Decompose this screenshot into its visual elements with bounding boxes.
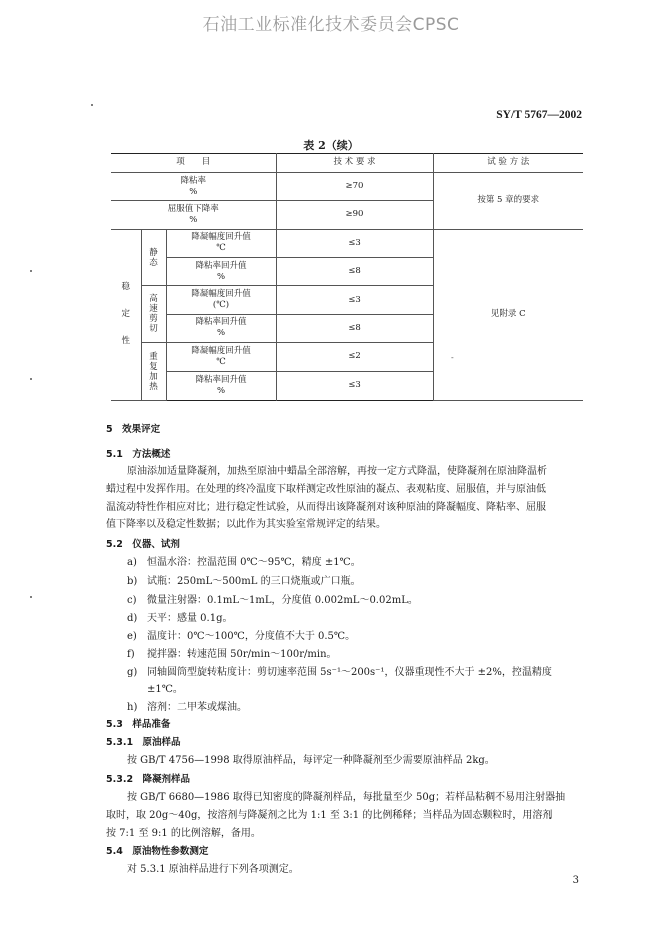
section-heading-5-1: 5.1 方法概述 — [106, 449, 171, 460]
paragraph-line: 温流动特性作相应对比；进行稳定性试验，从而得出该降凝剂对该种原油的降凝幅度、降粘率、屈服 — [106, 502, 546, 513]
list-item: g) 同轴圆筒型旋转粘度计：剪切速率范围 5s⁻¹～200s⁻¹，仪器重现性不大于 ±2%，控温精度 — [127, 667, 552, 678]
static-group-label: 静 态 — [141, 229, 166, 286]
paragraph-line: 原油添加适量降凝剂，加热至原油中蜡晶全部溶解，再按一定方式降温，使降凝剂在原油降温析 — [127, 466, 547, 477]
spec-table — [111, 153, 583, 401]
table-row — [111, 229, 583, 257]
row-label: 降粘率回升值 % — [166, 258, 276, 286]
scan-speck — [30, 596, 32, 598]
col-header-method: 试 验 方 法 — [433, 154, 583, 173]
list-item: e) 温度计：0℃～100℃，分度值不大于 0.5℃。 — [127, 631, 356, 642]
row-value: ≤3 — [276, 286, 433, 314]
test-method-cell: 见附录 C — [433, 229, 583, 400]
col-header-requirement: 技 术 要 求 — [276, 154, 433, 173]
shear-group-label: 高 速 剪 切 — [141, 286, 166, 343]
row-value: ≤3 — [276, 371, 433, 400]
table-row — [111, 172, 583, 200]
row-value: ≥70 — [276, 172, 433, 200]
paragraph-line: 按 GB/T 4756—1998 取得原油样品，每评定一种降凝剂至少需要原油样品 2kg。 — [127, 755, 495, 766]
row-label: 降凝幅度回升值 ℃ — [166, 343, 276, 371]
col-header-item: 项 目 — [111, 154, 276, 173]
paragraph-line: 按 GB/T 6680—1986 取得已知密度的降凝剂样品，每批量至少 50g；若样品粘稠不易用注射器抽 — [127, 792, 566, 803]
page-number: 3 — [572, 875, 579, 886]
scan-speck — [30, 378, 32, 380]
list-item: c) 微量注射器：0.1mL～1mL，分度值 0.002mL～0.02mL。 — [127, 595, 418, 606]
row-value: ≥90 — [276, 201, 433, 229]
row-value: ≤3 — [276, 229, 433, 257]
list-item: a) 恒温水浴：控温范围 0℃～95℃，精度 ±1℃。 — [127, 557, 361, 568]
section-heading-5-3-2: 5.3.2 降凝剂样品 — [106, 774, 191, 785]
list-item: b) 试瓶：250mL～500mL 的三口烧瓶或广口瓶。 — [127, 576, 361, 587]
row-label: 屈服值下降率 % — [111, 201, 276, 229]
table-title: 表 2（续） — [303, 139, 359, 152]
row-label: 降粘率 % — [111, 172, 276, 200]
section-heading-5-3-1: 5.3.1 原油样品 — [106, 737, 181, 748]
row-label: 降凝幅度回升值 ℃ — [166, 229, 276, 257]
section-heading-5-4: 5.4 原油物性参数测定 — [106, 846, 209, 857]
row-label: 降粘率回升值 % — [166, 314, 276, 342]
test-method-cell: 按第 5 章的要求 — [433, 172, 583, 229]
scan-speck — [30, 270, 32, 272]
list-item-continuation: ±1℃。 — [147, 684, 183, 695]
list-item: h) 溶剂：二甲苯或煤油。 — [127, 702, 247, 713]
paragraph-line: 对 5.3.1 原油样品进行下列各项测定。 — [127, 864, 299, 875]
paragraph-line: 取时，取 20g～40g，按溶剂与降凝剂之比为 1:1 至 3:1 的比例稀释；当样品为固态颗粒时，用溶剂 — [106, 810, 553, 821]
section-heading-5-3: 5.3 样品准备 — [106, 719, 171, 730]
stray-mark: - — [451, 353, 454, 362]
row-value: ≤8 — [276, 314, 433, 342]
list-item: d) 天平：感量 0.1g。 — [127, 613, 233, 624]
section-heading-5-2: 5.2 仪器、试剂 — [106, 539, 180, 550]
paragraph-line: 值下降率以及稳定性数据；以此作为其实验室常规评定的结果。 — [106, 519, 386, 530]
section-heading-5: 5 效果评定 — [106, 424, 161, 435]
watermark-header: 石油工业标准化技术委员会CPSC — [202, 15, 460, 35]
stability-group-label: 稳 定 性 — [111, 229, 141, 400]
row-label: 降粘率回升值 % — [166, 371, 276, 400]
row-value: ≤2 — [276, 343, 433, 371]
row-label: 降凝幅度回升值 (℃) — [166, 286, 276, 314]
repeat-heat-group-label: 重 复 加 热 — [141, 343, 166, 401]
table-header-row — [111, 154, 583, 173]
scan-speck — [91, 104, 93, 106]
standard-number: SY/T 5767—2002 — [496, 109, 582, 121]
paragraph-line: 蜡过程中发挥作用。在处理的终冷温度下取样测定改性原油的凝点、表观粘度、屈服值，并与原油低 — [106, 484, 546, 495]
row-value: ≤8 — [276, 258, 433, 286]
list-item: f) 搅拌器：转速范围 50r/min～100r/min。 — [127, 649, 337, 660]
paragraph-line: 按 7:1 至 9:1 的比例溶解，备用。 — [106, 828, 261, 839]
